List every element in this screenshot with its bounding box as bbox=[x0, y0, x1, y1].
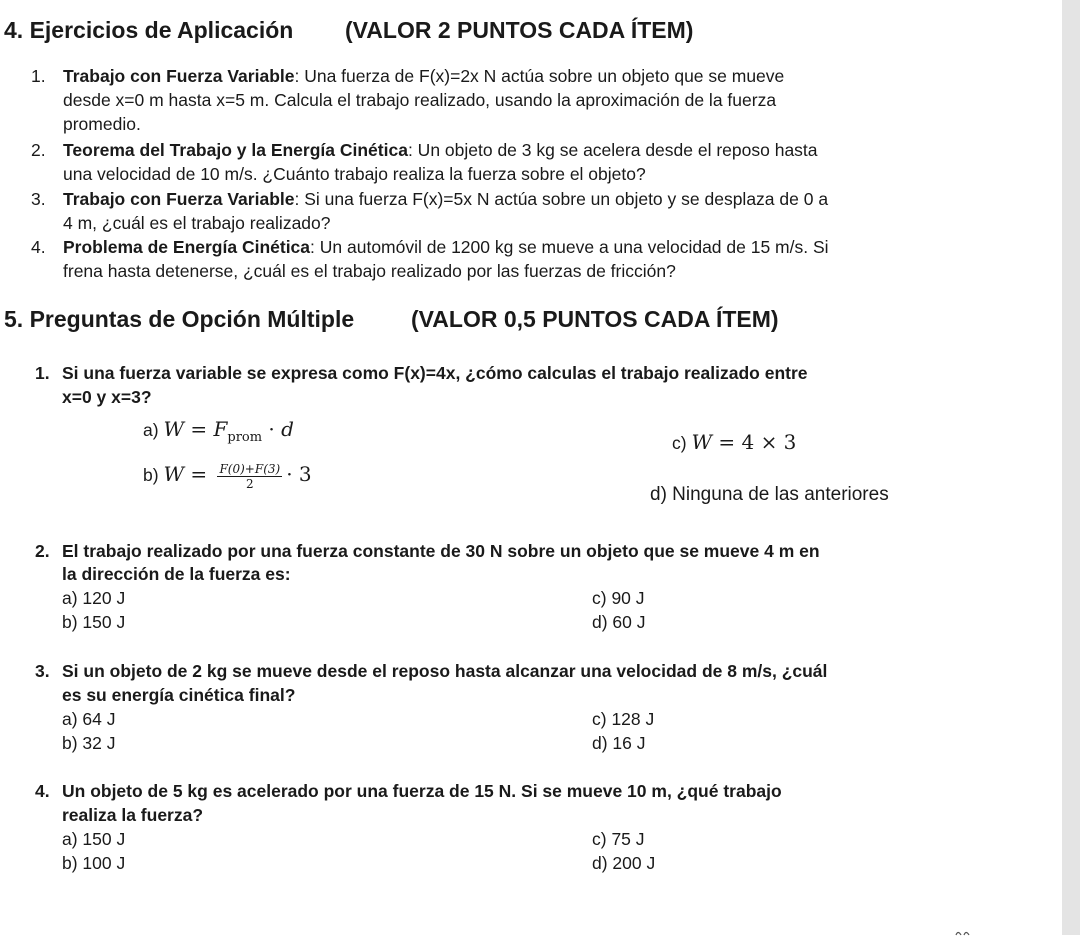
section5-value: (VALOR 0,5 PUNTOS CADA ÍTEM) bbox=[411, 306, 779, 332]
q2-option-b[interactable]: b) 150 J bbox=[62, 612, 126, 632]
q4-option-a[interactable]: a) 150 J bbox=[62, 829, 126, 849]
section5-title: 5. Preguntas de Opción Múltiple bbox=[4, 306, 355, 332]
q1-option-d[interactable]: d) Ninguna de las anteriores bbox=[650, 484, 889, 505]
q3-option-a[interactable]: a) 64 J bbox=[62, 709, 116, 729]
q4-option-d[interactable]: d) 200 J bbox=[592, 853, 656, 873]
q4-option-c[interactable]: c) 75 J bbox=[592, 829, 645, 849]
scrollbar-track[interactable] bbox=[1062, 0, 1080, 935]
q1-option-b[interactable]: b) W = $\frac{F(0)+F(3)}{2}$ · 3 bbox=[143, 462, 312, 491]
q1-option-a[interactable]: a) $W = F_{prom} \cdot d$ bbox=[143, 417, 294, 445]
q2-option-d[interactable]: d) 60 J bbox=[592, 612, 646, 632]
q3-option-d[interactable]: d) 16 J bbox=[592, 733, 646, 753]
q4-option-b[interactable]: b) 100 J bbox=[62, 853, 126, 873]
q2-option-c[interactable]: c) 90 J bbox=[592, 588, 645, 608]
q3-option-c[interactable]: c) 128 J bbox=[592, 709, 655, 729]
section4-value: (VALOR 2 PUNTOS CADA ÍTEM) bbox=[345, 17, 694, 43]
q1-option-c[interactable]: c) W = 4 × 3 bbox=[672, 430, 797, 454]
section4-title: 4. Ejercicios de Aplicación bbox=[4, 17, 294, 43]
q3-option-b[interactable]: b) 32 J bbox=[62, 733, 116, 753]
q2-option-a[interactable]: a) 120 J bbox=[62, 588, 126, 608]
